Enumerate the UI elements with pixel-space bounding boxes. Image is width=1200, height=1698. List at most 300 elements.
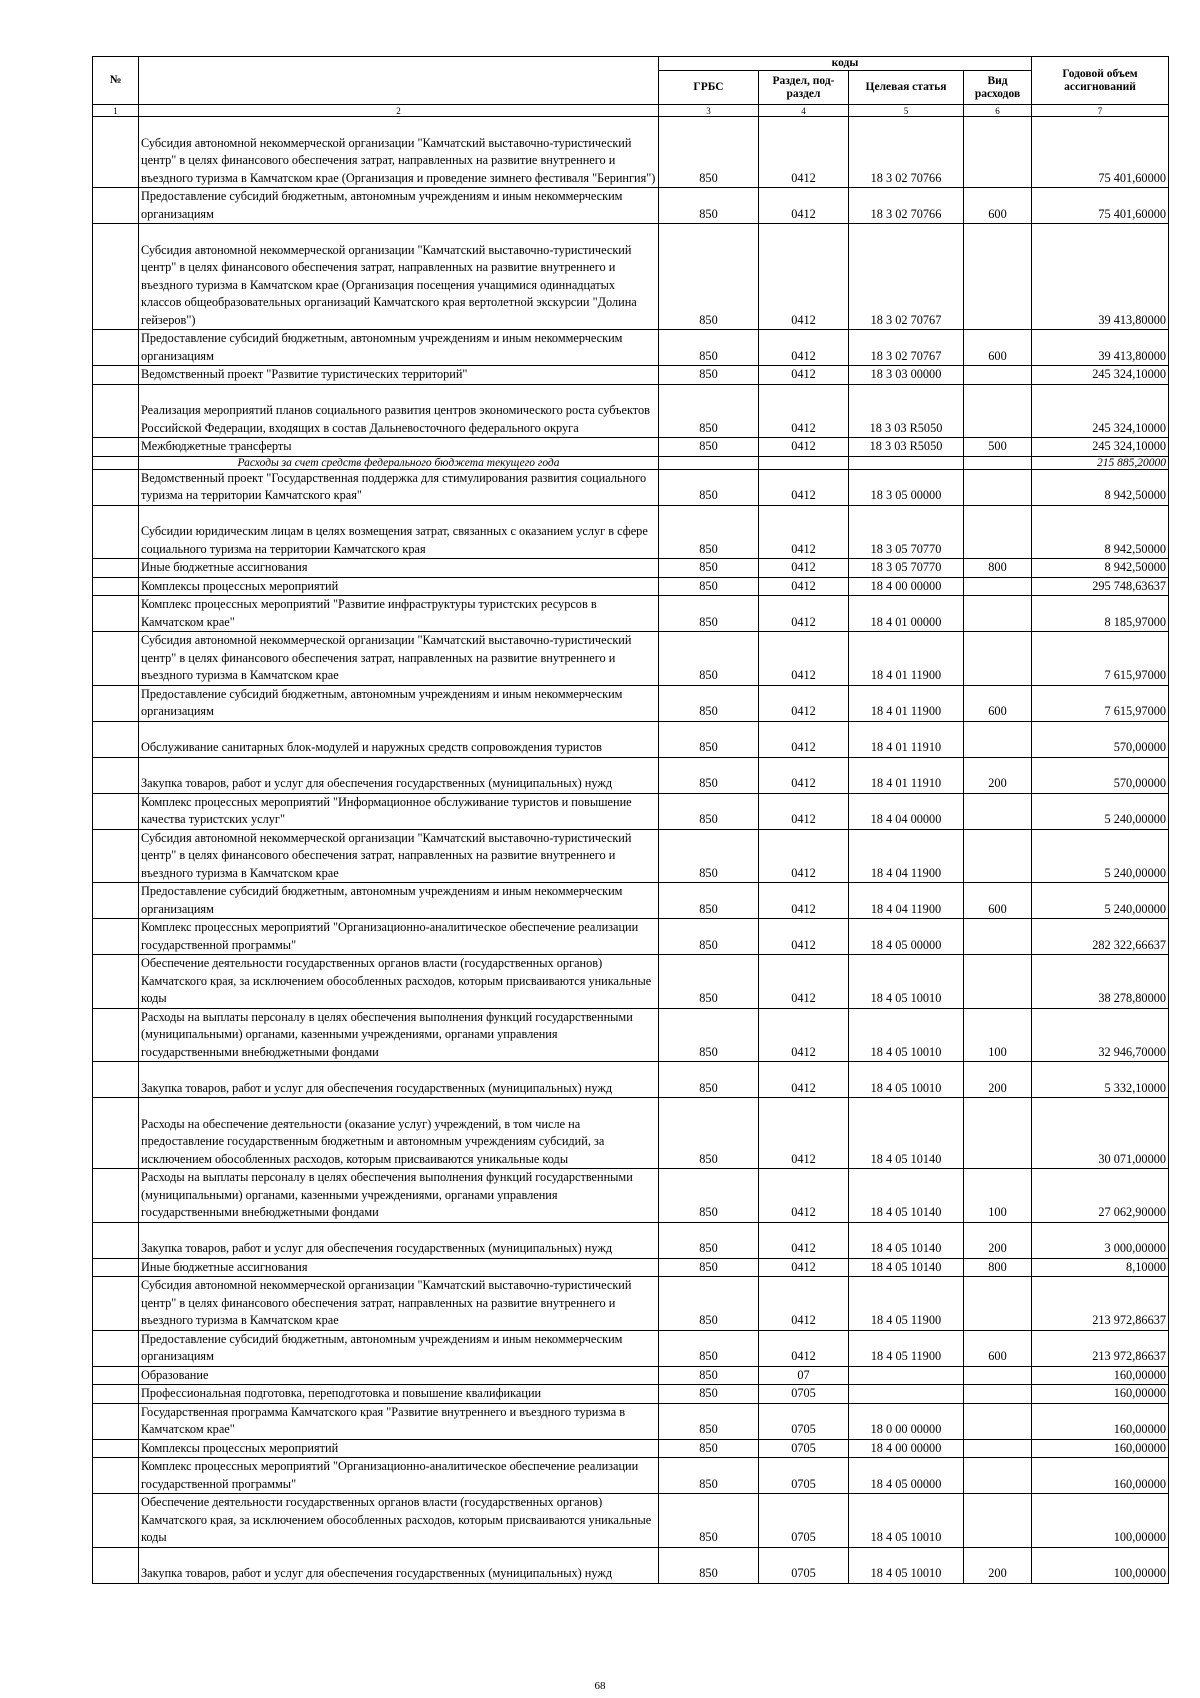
row-vid-cell: 200: [964, 1547, 1032, 1583]
row-amount-cell: 7 615,97000: [1032, 685, 1169, 721]
row-grbs-cell: 850: [659, 1547, 759, 1583]
header-no: №: [93, 57, 139, 105]
row-vid-cell: 600: [964, 883, 1032, 919]
table-row: [93, 469, 1169, 505]
table-body: [93, 117, 1169, 1584]
row-number-cell: [93, 1458, 139, 1494]
row-amount-cell: 5 240,00000: [1032, 883, 1169, 919]
row-vid-cell: [964, 919, 1032, 955]
row-razdel-cell: 0412: [759, 188, 849, 224]
row-cel-cell: 18 4 01 11900: [849, 685, 964, 721]
row-razdel-cell: 07: [759, 1366, 849, 1385]
table-row: [93, 438, 1169, 457]
table-row: [93, 188, 1169, 224]
table-row: [93, 596, 1169, 632]
row-amount-cell: 75 401,60000: [1032, 188, 1169, 224]
row-name-cell: Предоставление субсидий бюджетным, автономным учреждениям и иным некоммерческим организациям: [139, 188, 659, 224]
row-number-cell: [93, 330, 139, 366]
budget-table: [92, 56, 1169, 1584]
row-amount-cell: 100,00000: [1032, 1494, 1169, 1548]
row-name-cell: Субсидия автономной некоммерческой организации "Камчатский выставочно-туристический центр" в целях финансового обеспечения затрат, направленных на развитие внутреннего и въездного туризма в Камчатском крае: [139, 829, 659, 883]
table-row: [93, 955, 1169, 1009]
row-number-cell: [93, 188, 139, 224]
row-number-cell: [93, 117, 139, 188]
row-grbs-cell: 850: [659, 1258, 759, 1277]
row-cel-cell: 18 4 04 11900: [849, 829, 964, 883]
row-amount-cell: 215 885,20000: [1032, 456, 1169, 469]
row-razdel-cell: 0412: [759, 1222, 849, 1258]
row-grbs-cell: 850: [659, 117, 759, 188]
row-number-cell: [93, 224, 139, 330]
row-razdel-cell: 0412: [759, 469, 849, 505]
row-amount-cell: 160,00000: [1032, 1439, 1169, 1458]
row-amount-cell: 570,00000: [1032, 721, 1169, 757]
row-grbs-cell: 850: [659, 955, 759, 1009]
row-name-cell: Закупка товаров, работ и услуг для обеспечения государственных (муниципальных) нужд: [139, 757, 659, 793]
table-row: [93, 1062, 1169, 1098]
row-name-cell: Расходы на выплаты персоналу в целях обеспечения выполнения функций государственными (муниципальными) органами, казенными учреждениями, органами управления государственными внебюджетными фондами: [139, 1169, 659, 1223]
row-name-cell: Реализация мероприятий планов социального развития центров экономического роста субъектов Российской Федерации, входящих в состав Дальневосточного федерального округа: [139, 384, 659, 438]
row-cel-cell: [849, 456, 964, 469]
row-name-cell: Субсидия автономной некоммерческой организации "Камчатский выставочно-туристический центр" в целях финансового обеспечения затрат, направленных на развитие внутреннего и въездного туризма в Камчатском крае: [139, 632, 659, 686]
row-cel-cell: 18 4 05 10140: [849, 1222, 964, 1258]
row-vid-cell: [964, 505, 1032, 559]
row-name-cell: Иные бюджетные ассигнования: [139, 559, 659, 578]
row-name-cell: Государственная программа Камчатского края "Развитие внутреннего и въездного туризма в Камчатском крае": [139, 1403, 659, 1439]
row-razdel-cell: 0412: [759, 559, 849, 578]
row-cel-cell: 18 3 05 70770: [849, 505, 964, 559]
row-cel-cell: 18 4 05 11900: [849, 1330, 964, 1366]
column-number: 4: [759, 105, 849, 117]
row-cel-cell: 18 4 04 11900: [849, 883, 964, 919]
row-number-cell: [93, 721, 139, 757]
row-amount-cell: 100,00000: [1032, 1547, 1169, 1583]
header-vid: Вид расходов: [964, 71, 1032, 105]
row-cel-cell: 18 3 03 R5050: [849, 438, 964, 457]
row-cel-cell: 18 3 02 70766: [849, 117, 964, 188]
row-razdel-cell: 0705: [759, 1385, 849, 1404]
row-vid-cell: 600: [964, 685, 1032, 721]
row-grbs-cell: 850: [659, 469, 759, 505]
row-vid-cell: 100: [964, 1008, 1032, 1062]
row-number-cell: [93, 1008, 139, 1062]
row-number-cell: [93, 559, 139, 578]
header-amount: Годовой объем ассигнований: [1032, 57, 1169, 105]
row-amount-cell: 245 324,10000: [1032, 438, 1169, 457]
row-number-cell: [93, 366, 139, 385]
row-grbs-cell: 850: [659, 1439, 759, 1458]
row-razdel-cell: 0705: [759, 1458, 849, 1494]
row-razdel-cell: 0412: [759, 1330, 849, 1366]
row-vid-cell: [964, 1494, 1032, 1548]
row-razdel-cell: 0412: [759, 919, 849, 955]
row-grbs-cell: 850: [659, 1385, 759, 1404]
column-number: 1: [93, 105, 139, 117]
row-name-cell: Закупка товаров, работ и услуг для обеспечения государственных (муниципальных) нужд: [139, 1222, 659, 1258]
row-number-cell: [93, 632, 139, 686]
row-vid-cell: 600: [964, 188, 1032, 224]
row-vid-cell: [964, 366, 1032, 385]
row-cel-cell: 18 4 05 00000: [849, 1458, 964, 1494]
row-number-cell: [93, 757, 139, 793]
row-number-cell: [93, 1385, 139, 1404]
row-grbs-cell: 850: [659, 919, 759, 955]
table-row: [93, 559, 1169, 578]
row-amount-cell: 213 972,86637: [1032, 1277, 1169, 1331]
row-amount-cell: 5 240,00000: [1032, 793, 1169, 829]
row-vid-cell: 800: [964, 559, 1032, 578]
row-amount-cell: 3 000,00000: [1032, 1222, 1169, 1258]
row-number-cell: [93, 1330, 139, 1366]
row-name-cell: Закупка товаров, работ и услуг для обеспечения государственных (муниципальных) нужд: [139, 1062, 659, 1098]
row-number-cell: [93, 1169, 139, 1223]
table-row: [93, 1366, 1169, 1385]
row-number-cell: [93, 1222, 139, 1258]
row-name-cell: Расходы на обеспечение деятельности (оказание услуг) учреждений, в том числе на предоставление государственным бюджетным и автономным учреждениям субсидий, за исключением обособленных расходов, которым присваиваются уникальные коды: [139, 1098, 659, 1169]
table-row: [93, 919, 1169, 955]
row-amount-cell: 570,00000: [1032, 757, 1169, 793]
table-row: [93, 1547, 1169, 1583]
row-number-cell: [93, 685, 139, 721]
row-vid-cell: [964, 829, 1032, 883]
row-grbs-cell: 850: [659, 757, 759, 793]
row-razdel-cell: 0412: [759, 117, 849, 188]
row-number-cell: [93, 1547, 139, 1583]
row-cel-cell: [849, 1385, 964, 1404]
row-vid-cell: [964, 577, 1032, 596]
row-number-cell: [93, 883, 139, 919]
table-row: [93, 577, 1169, 596]
row-amount-cell: 27 062,90000: [1032, 1169, 1169, 1223]
row-amount-cell: 32 946,70000: [1032, 1008, 1169, 1062]
row-name-cell: Комплексы процессных мероприятий: [139, 577, 659, 596]
row-name-cell: Комплекс процессных мероприятий "Организационно-аналитическое обеспечение реализации государственной программы": [139, 919, 659, 955]
row-amount-cell: 160,00000: [1032, 1458, 1169, 1494]
row-grbs-cell: 850: [659, 1330, 759, 1366]
row-number-cell: [93, 1098, 139, 1169]
row-number-cell: [93, 456, 139, 469]
table-row: [93, 632, 1169, 686]
row-grbs-cell: 850: [659, 224, 759, 330]
row-vid-cell: [964, 117, 1032, 188]
row-cel-cell: 18 4 00 00000: [849, 577, 964, 596]
row-grbs-cell: 850: [659, 330, 759, 366]
row-grbs-cell: 850: [659, 685, 759, 721]
row-cel-cell: 18 4 05 10140: [849, 1098, 964, 1169]
row-grbs-cell: 850: [659, 1494, 759, 1548]
row-amount-cell: 39 413,80000: [1032, 330, 1169, 366]
row-grbs-cell: 850: [659, 1098, 759, 1169]
row-cel-cell: 18 3 02 70767: [849, 224, 964, 330]
row-name-cell: Предоставление субсидий бюджетным, автономным учреждениям и иным некоммерческим организациям: [139, 685, 659, 721]
row-vid-cell: [964, 955, 1032, 1009]
row-number-cell: [93, 1258, 139, 1277]
row-number-cell: [93, 1062, 139, 1098]
row-cel-cell: 18 4 05 11900: [849, 1277, 964, 1331]
row-razdel-cell: 0412: [759, 685, 849, 721]
row-amount-cell: 8 185,97000: [1032, 596, 1169, 632]
row-number-cell: [93, 1494, 139, 1548]
row-grbs-cell: 850: [659, 1366, 759, 1385]
table-row: [93, 685, 1169, 721]
column-number-row: [93, 105, 1169, 117]
row-grbs-cell: 850: [659, 577, 759, 596]
row-cel-cell: 18 4 05 10010: [849, 1547, 964, 1583]
row-amount-cell: 245 324,10000: [1032, 366, 1169, 385]
row-name-cell: Комплекс процессных мероприятий "Развитие инфраструктуры туристских ресурсов в Камчатском крае": [139, 596, 659, 632]
row-grbs-cell: 850: [659, 793, 759, 829]
row-cel-cell: 18 4 00 00000: [849, 1439, 964, 1458]
row-razdel-cell: 0412: [759, 330, 849, 366]
row-amount-cell: 38 278,80000: [1032, 955, 1169, 1009]
row-name-cell: Предоставление субсидий бюджетным, автономным учреждениям и иным некоммерческим организациям: [139, 330, 659, 366]
row-razdel-cell: 0412: [759, 883, 849, 919]
row-cel-cell: 18 4 05 10010: [849, 1062, 964, 1098]
table-row: [93, 117, 1169, 188]
row-amount-cell: 160,00000: [1032, 1403, 1169, 1439]
row-number-cell: [93, 505, 139, 559]
row-vid-cell: 500: [964, 438, 1032, 457]
table-row: [93, 1458, 1169, 1494]
row-grbs-cell: 850: [659, 438, 759, 457]
table-row: [93, 757, 1169, 793]
row-amount-cell: 5 332,10000: [1032, 1062, 1169, 1098]
row-cel-cell: 18 4 05 10010: [849, 955, 964, 1009]
row-cel-cell: 18 4 05 10010: [849, 1494, 964, 1548]
row-number-cell: [93, 384, 139, 438]
row-razdel-cell: 0705: [759, 1403, 849, 1439]
row-cel-cell: 18 3 03 R5050: [849, 384, 964, 438]
row-vid-cell: [964, 1403, 1032, 1439]
header-grbs: ГРБС: [659, 71, 759, 105]
row-cel-cell: 18 4 05 10140: [849, 1258, 964, 1277]
row-number-cell: [93, 596, 139, 632]
table-row: [93, 793, 1169, 829]
row-razdel-cell: 0412: [759, 505, 849, 559]
row-amount-cell: 7 615,97000: [1032, 632, 1169, 686]
column-number: 6: [964, 105, 1032, 117]
row-grbs-cell: 850: [659, 632, 759, 686]
row-vid-cell: [964, 456, 1032, 469]
row-name-cell: Иные бюджетные ассигнования: [139, 1258, 659, 1277]
row-vid-cell: [964, 793, 1032, 829]
row-grbs-cell: 850: [659, 883, 759, 919]
row-razdel-cell: 0412: [759, 829, 849, 883]
row-vid-cell: [964, 224, 1032, 330]
row-razdel-cell: 0412: [759, 1277, 849, 1331]
row-name-cell: Предоставление субсидий бюджетным, автономным учреждениям и иным некоммерческим организациям: [139, 1330, 659, 1366]
row-grbs-cell: 850: [659, 1403, 759, 1439]
row-amount-cell: 160,00000: [1032, 1366, 1169, 1385]
row-grbs-cell: 850: [659, 1169, 759, 1223]
row-amount-cell: 213 972,86637: [1032, 1330, 1169, 1366]
row-amount-cell: 295 748,63637: [1032, 577, 1169, 596]
row-razdel-cell: 0412: [759, 1098, 849, 1169]
row-cel-cell: [849, 1366, 964, 1385]
row-razdel-cell: 0412: [759, 384, 849, 438]
row-grbs-cell: 850: [659, 188, 759, 224]
row-vid-cell: 200: [964, 1062, 1032, 1098]
table-row: [93, 1330, 1169, 1366]
row-amount-cell: 245 324,10000: [1032, 384, 1169, 438]
row-vid-cell: 200: [964, 757, 1032, 793]
table-row: [93, 1098, 1169, 1169]
row-razdel-cell: 0412: [759, 366, 849, 385]
row-amount-cell: 8 942,50000: [1032, 505, 1169, 559]
row-grbs-cell: 850: [659, 1008, 759, 1062]
row-cel-cell: 18 3 02 70767: [849, 330, 964, 366]
row-razdel-cell: [759, 456, 849, 469]
column-number: 7: [1032, 105, 1169, 117]
row-name-cell: Ведомственный проект "Развитие туристических территорий": [139, 366, 659, 385]
row-razdel-cell: 0705: [759, 1439, 849, 1458]
row-vid-cell: 200: [964, 1222, 1032, 1258]
row-grbs-cell: 850: [659, 505, 759, 559]
row-name-cell: Обслуживание санитарных блок-модулей и наружных средств сопровождения туристов: [139, 721, 659, 757]
row-number-cell: [93, 577, 139, 596]
row-name-cell: Комплекс процессных мероприятий "Информационное обслуживание туристов и повышение качества туристских услуг": [139, 793, 659, 829]
row-razdel-cell: 0412: [759, 438, 849, 457]
row-name-cell: Закупка товаров, работ и услуг для обеспечения государственных (муниципальных) нужд: [139, 1547, 659, 1583]
row-grbs-cell: 850: [659, 384, 759, 438]
row-name-cell: Комплексы процессных мероприятий: [139, 1439, 659, 1458]
row-amount-cell: 8 942,50000: [1032, 559, 1169, 578]
row-name-cell: Субсидия автономной некоммерческой организации "Камчатский выставочно-туристический центр" в целях финансового обеспечения затрат, направленных на развитие внутреннего и въездного туризма в Камчатском крае (Организация и проведение зимнего фестиваля "Берингия"): [139, 117, 659, 188]
row-grbs-cell: 850: [659, 596, 759, 632]
row-grbs-cell: 850: [659, 1062, 759, 1098]
row-vid-cell: [964, 1277, 1032, 1331]
row-number-cell: [93, 955, 139, 1009]
table-row: [93, 384, 1169, 438]
column-number: 2: [139, 105, 659, 117]
table-row: [93, 1439, 1169, 1458]
row-cel-cell: 18 3 02 70766: [849, 188, 964, 224]
row-vid-cell: [964, 1366, 1032, 1385]
row-cel-cell: 18 4 05 00000: [849, 919, 964, 955]
row-amount-cell: 30 071,00000: [1032, 1098, 1169, 1169]
header-cel: Целевая статья: [849, 71, 964, 105]
row-cel-cell: 18 3 03 00000: [849, 366, 964, 385]
row-number-cell: [93, 1403, 139, 1439]
table-row: [93, 1403, 1169, 1439]
row-razdel-cell: 0412: [759, 577, 849, 596]
row-cel-cell: 18 0 00 00000: [849, 1403, 964, 1439]
row-razdel-cell: 0412: [759, 955, 849, 1009]
row-grbs-cell: 850: [659, 829, 759, 883]
row-number-cell: [93, 793, 139, 829]
row-name-cell: Образование: [139, 1366, 659, 1385]
table-row: [93, 505, 1169, 559]
table-row: [93, 1494, 1169, 1548]
row-vid-cell: 100: [964, 1169, 1032, 1223]
row-razdel-cell: 0412: [759, 224, 849, 330]
row-cel-cell: 18 4 01 11900: [849, 632, 964, 686]
table-row: [93, 224, 1169, 330]
header-codes: коды: [659, 57, 1032, 71]
row-number-cell: [93, 469, 139, 505]
table-row: [93, 883, 1169, 919]
table-row: [93, 1385, 1169, 1404]
page-number: 68: [594, 1680, 606, 1692]
row-razdel-cell: 0412: [759, 632, 849, 686]
table-row: [93, 330, 1169, 366]
row-name-cell: Профессиональная подготовка, переподготовка и повышение квалификации: [139, 1385, 659, 1404]
table-row: [93, 1169, 1169, 1223]
table-row: [93, 829, 1169, 883]
row-amount-cell: 5 240,00000: [1032, 829, 1169, 883]
row-name-cell: Комплекс процессных мероприятий "Организационно-аналитическое обеспечение реализации государственной программы": [139, 1458, 659, 1494]
row-vid-cell: 600: [964, 1330, 1032, 1366]
row-number-cell: [93, 919, 139, 955]
row-grbs-cell: 850: [659, 559, 759, 578]
row-vid-cell: [964, 1439, 1032, 1458]
row-amount-cell: 160,00000: [1032, 1385, 1169, 1404]
row-vid-cell: 800: [964, 1258, 1032, 1277]
row-number-cell: [93, 1439, 139, 1458]
row-razdel-cell: 0412: [759, 1062, 849, 1098]
table-header: [93, 57, 1169, 117]
row-cel-cell: 18 4 05 10140: [849, 1169, 964, 1223]
row-name-cell: Обеспечение деятельности государственных органов власти (государственных органов) Камчатского края, за исключением обособленных расходов, которым присваиваются уникальные коды: [139, 1494, 659, 1548]
row-vid-cell: [964, 1458, 1032, 1494]
row-cel-cell: 18 4 01 00000: [849, 596, 964, 632]
row-razdel-cell: 0705: [759, 1547, 849, 1583]
row-number-cell: [93, 1366, 139, 1385]
row-name-cell: Субсидии юридическим лицам в целях возмещения затрат, связанных с оказанием услуг в сфере социального туризма на территории Камчатского края: [139, 505, 659, 559]
row-name-cell: Расходы на выплаты персоналу в целях обеспечения выполнения функций государственными (муниципальными) органами, казенными учреждениями, органами управления государственными внебюджетными фондами: [139, 1008, 659, 1062]
header-name: [139, 57, 659, 105]
row-name-cell: Расходы за счет средств федерального бюджета текущего года: [139, 456, 659, 469]
row-cel-cell: 18 4 05 10010: [849, 1008, 964, 1062]
table-row: [93, 721, 1169, 757]
column-number: 3: [659, 105, 759, 117]
row-razdel-cell: 0412: [759, 596, 849, 632]
row-razdel-cell: 0412: [759, 757, 849, 793]
table-row: [93, 1222, 1169, 1258]
row-vid-cell: [964, 469, 1032, 505]
row-amount-cell: 39 413,80000: [1032, 224, 1169, 330]
row-grbs-cell: 850: [659, 366, 759, 385]
row-razdel-cell: 0412: [759, 1258, 849, 1277]
row-number-cell: [93, 1277, 139, 1331]
row-vid-cell: 600: [964, 330, 1032, 366]
row-grbs-cell: 850: [659, 1222, 759, 1258]
row-name-cell: Субсидия автономной некоммерческой организации "Камчатский выставочно-туристический центр" в целях финансового обеспечения затрат, направленных на развитие внутреннего и въездного туризма в Камчатском крае: [139, 1277, 659, 1331]
row-cel-cell: 18 3 05 70770: [849, 559, 964, 578]
row-vid-cell: [964, 596, 1032, 632]
row-vid-cell: [964, 632, 1032, 686]
row-name-cell: Предоставление субсидий бюджетным, автономным учреждениям и иным некоммерческим организациям: [139, 883, 659, 919]
row-razdel-cell: 0412: [759, 721, 849, 757]
row-razdel-cell: 0412: [759, 1008, 849, 1062]
row-number-cell: [93, 438, 139, 457]
table-row: [93, 1258, 1169, 1277]
row-number-cell: [93, 829, 139, 883]
row-vid-cell: [964, 1385, 1032, 1404]
row-cel-cell: 18 4 01 11910: [849, 721, 964, 757]
row-name-cell: Межбюджетные трансферты: [139, 438, 659, 457]
row-razdel-cell: 0412: [759, 1169, 849, 1223]
row-vid-cell: [964, 721, 1032, 757]
row-vid-cell: [964, 384, 1032, 438]
row-razdel-cell: 0412: [759, 793, 849, 829]
row-cel-cell: 18 4 04 00000: [849, 793, 964, 829]
row-amount-cell: 8 942,50000: [1032, 469, 1169, 505]
row-amount-cell: 75 401,60000: [1032, 117, 1169, 188]
row-razdel-cell: 0705: [759, 1494, 849, 1548]
table-row: [93, 366, 1169, 385]
row-cel-cell: 18 3 05 00000: [849, 469, 964, 505]
